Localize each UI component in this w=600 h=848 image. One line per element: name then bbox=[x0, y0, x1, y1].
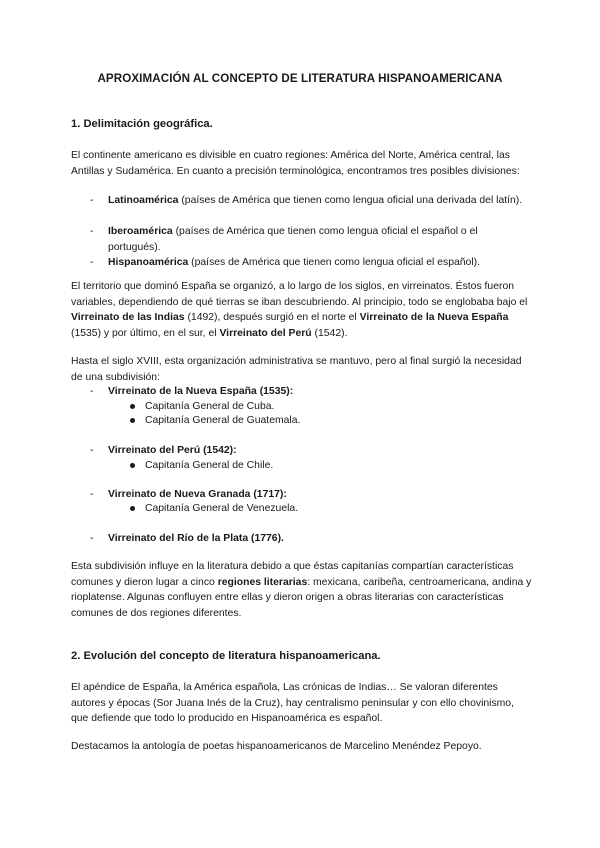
bold-text-run: Virreinato de las Indias bbox=[71, 312, 185, 324]
bullet-dot-icon bbox=[130, 506, 135, 511]
division-term: Latinoamérica bbox=[108, 195, 179, 206]
division-desc: (países de América que tienen como lengua oficial una derivada del latín). bbox=[178, 195, 523, 206]
captaincy-name: Capitanía General de Guatemala. bbox=[145, 415, 301, 426]
viceroyalty-name: Virreinato del Perú (1542): bbox=[108, 445, 237, 456]
section-1-paragraph-regiones bbox=[71, 559, 533, 621]
dash-marker: - bbox=[90, 195, 94, 206]
text-run: (1542). bbox=[311, 327, 348, 339]
text-run: : mexicana, caribeña, centroamericana, andina y rioplatense. Algunas confluyen entre ellas y dieron origen a obras literarias con características comunes de dos regiones diferentes. bbox=[71, 576, 532, 619]
division-term: Iberoamérica bbox=[108, 226, 173, 237]
text-run: El continente americano es divisible en cuatro regiones: América del Norte, América central, las Antillas y Sudamérica. En cuanto a precisión terminológica, encontramos tres posibles divisiones: bbox=[71, 150, 520, 177]
section-2-paragraph-antologia bbox=[71, 739, 533, 755]
section-1-intro bbox=[71, 148, 533, 179]
viceroyalty-name: Virreinato de Nueva Granada (1717): bbox=[108, 489, 287, 500]
dash-marker: - bbox=[90, 533, 94, 544]
bullet-dot-icon bbox=[130, 463, 135, 468]
captaincy-name: Capitanía General de Venezuela. bbox=[145, 503, 299, 514]
bullet-dot-icon bbox=[130, 404, 135, 409]
captaincy-name: Capitanía General de Cuba. bbox=[145, 401, 275, 412]
section-2-paragraph-evolucion bbox=[71, 680, 533, 727]
text-run: El territorio que dominó España se organizó, a lo largo de los siglos, en virreinatos. Éstos fueron variables, dependiendo de qué tierras se iban descubriendo. Al principio, todo se englobaba bajo el bbox=[71, 281, 528, 308]
dash-marker: - bbox=[90, 489, 94, 500]
bold-text-run: Virreinato del Perú bbox=[219, 327, 312, 339]
viceroyalty-name: Virreinato de la Nueva España (1535): bbox=[108, 386, 294, 397]
document-title: APROXIMACIÓN AL CONCEPTO DE LITERATURA HISPANOAMERICANA bbox=[97, 72, 503, 85]
section-2-heading: 2. Evolución del concepto de literatura hispanoamericana. bbox=[71, 650, 381, 662]
text-run: Hasta el siglo XVIII, esta organización administrativa se mantuvo, pero al final surgió la necesidad de una subdivisión: bbox=[71, 356, 522, 383]
dash-marker: - bbox=[90, 226, 94, 237]
division-desc: (países de América que tienen como lengua oficial el español). bbox=[188, 257, 480, 268]
dash-marker: - bbox=[90, 257, 94, 268]
captaincy-name: Capitanía General de Chile. bbox=[145, 460, 274, 471]
division-term: Hispanoamérica bbox=[108, 257, 189, 268]
text-run: (1535) y por último, en el sur, el bbox=[71, 327, 220, 339]
division-desc: (países de América que tienen como lengua oficial el español o el portugués). bbox=[108, 226, 478, 253]
dash-marker: - bbox=[90, 445, 94, 456]
dash-marker: - bbox=[90, 386, 94, 397]
section-1-heading: 1. Delimitación geográfica. bbox=[71, 118, 213, 130]
viceroyalty-name: Virreinato del Río de la Plata (1776). bbox=[108, 533, 284, 544]
section-1-paragraph-subdivision bbox=[71, 354, 533, 385]
text-run: Destacamos la antología de poetas hispanoamericanos de Marcelino Menéndez Pepoyo. bbox=[71, 741, 482, 752]
bold-text-run: Virreinato de la Nueva España bbox=[359, 312, 509, 324]
text-run: Esta subdivisión influye en la literatura debido a que éstas capitanías compartían características comunes y dieron lugar a cinco bbox=[71, 561, 514, 588]
text-run: (1492), después surgió en el norte el bbox=[184, 312, 360, 324]
bullet-dot-icon bbox=[130, 418, 135, 423]
text-run: El apéndice de España, la América española, Las crónicas de Indias… Se valoran diferentes autores y épocas (Sor Juana Inés de la Cruz), hay centralismo peninsular y con ello chovinismo, que defiende que todo lo producido en Hispanoamérica es español. bbox=[71, 682, 514, 725]
bold-text-run: regiones literarias bbox=[217, 576, 308, 588]
section-1-paragraph-virreinatos bbox=[71, 279, 533, 341]
